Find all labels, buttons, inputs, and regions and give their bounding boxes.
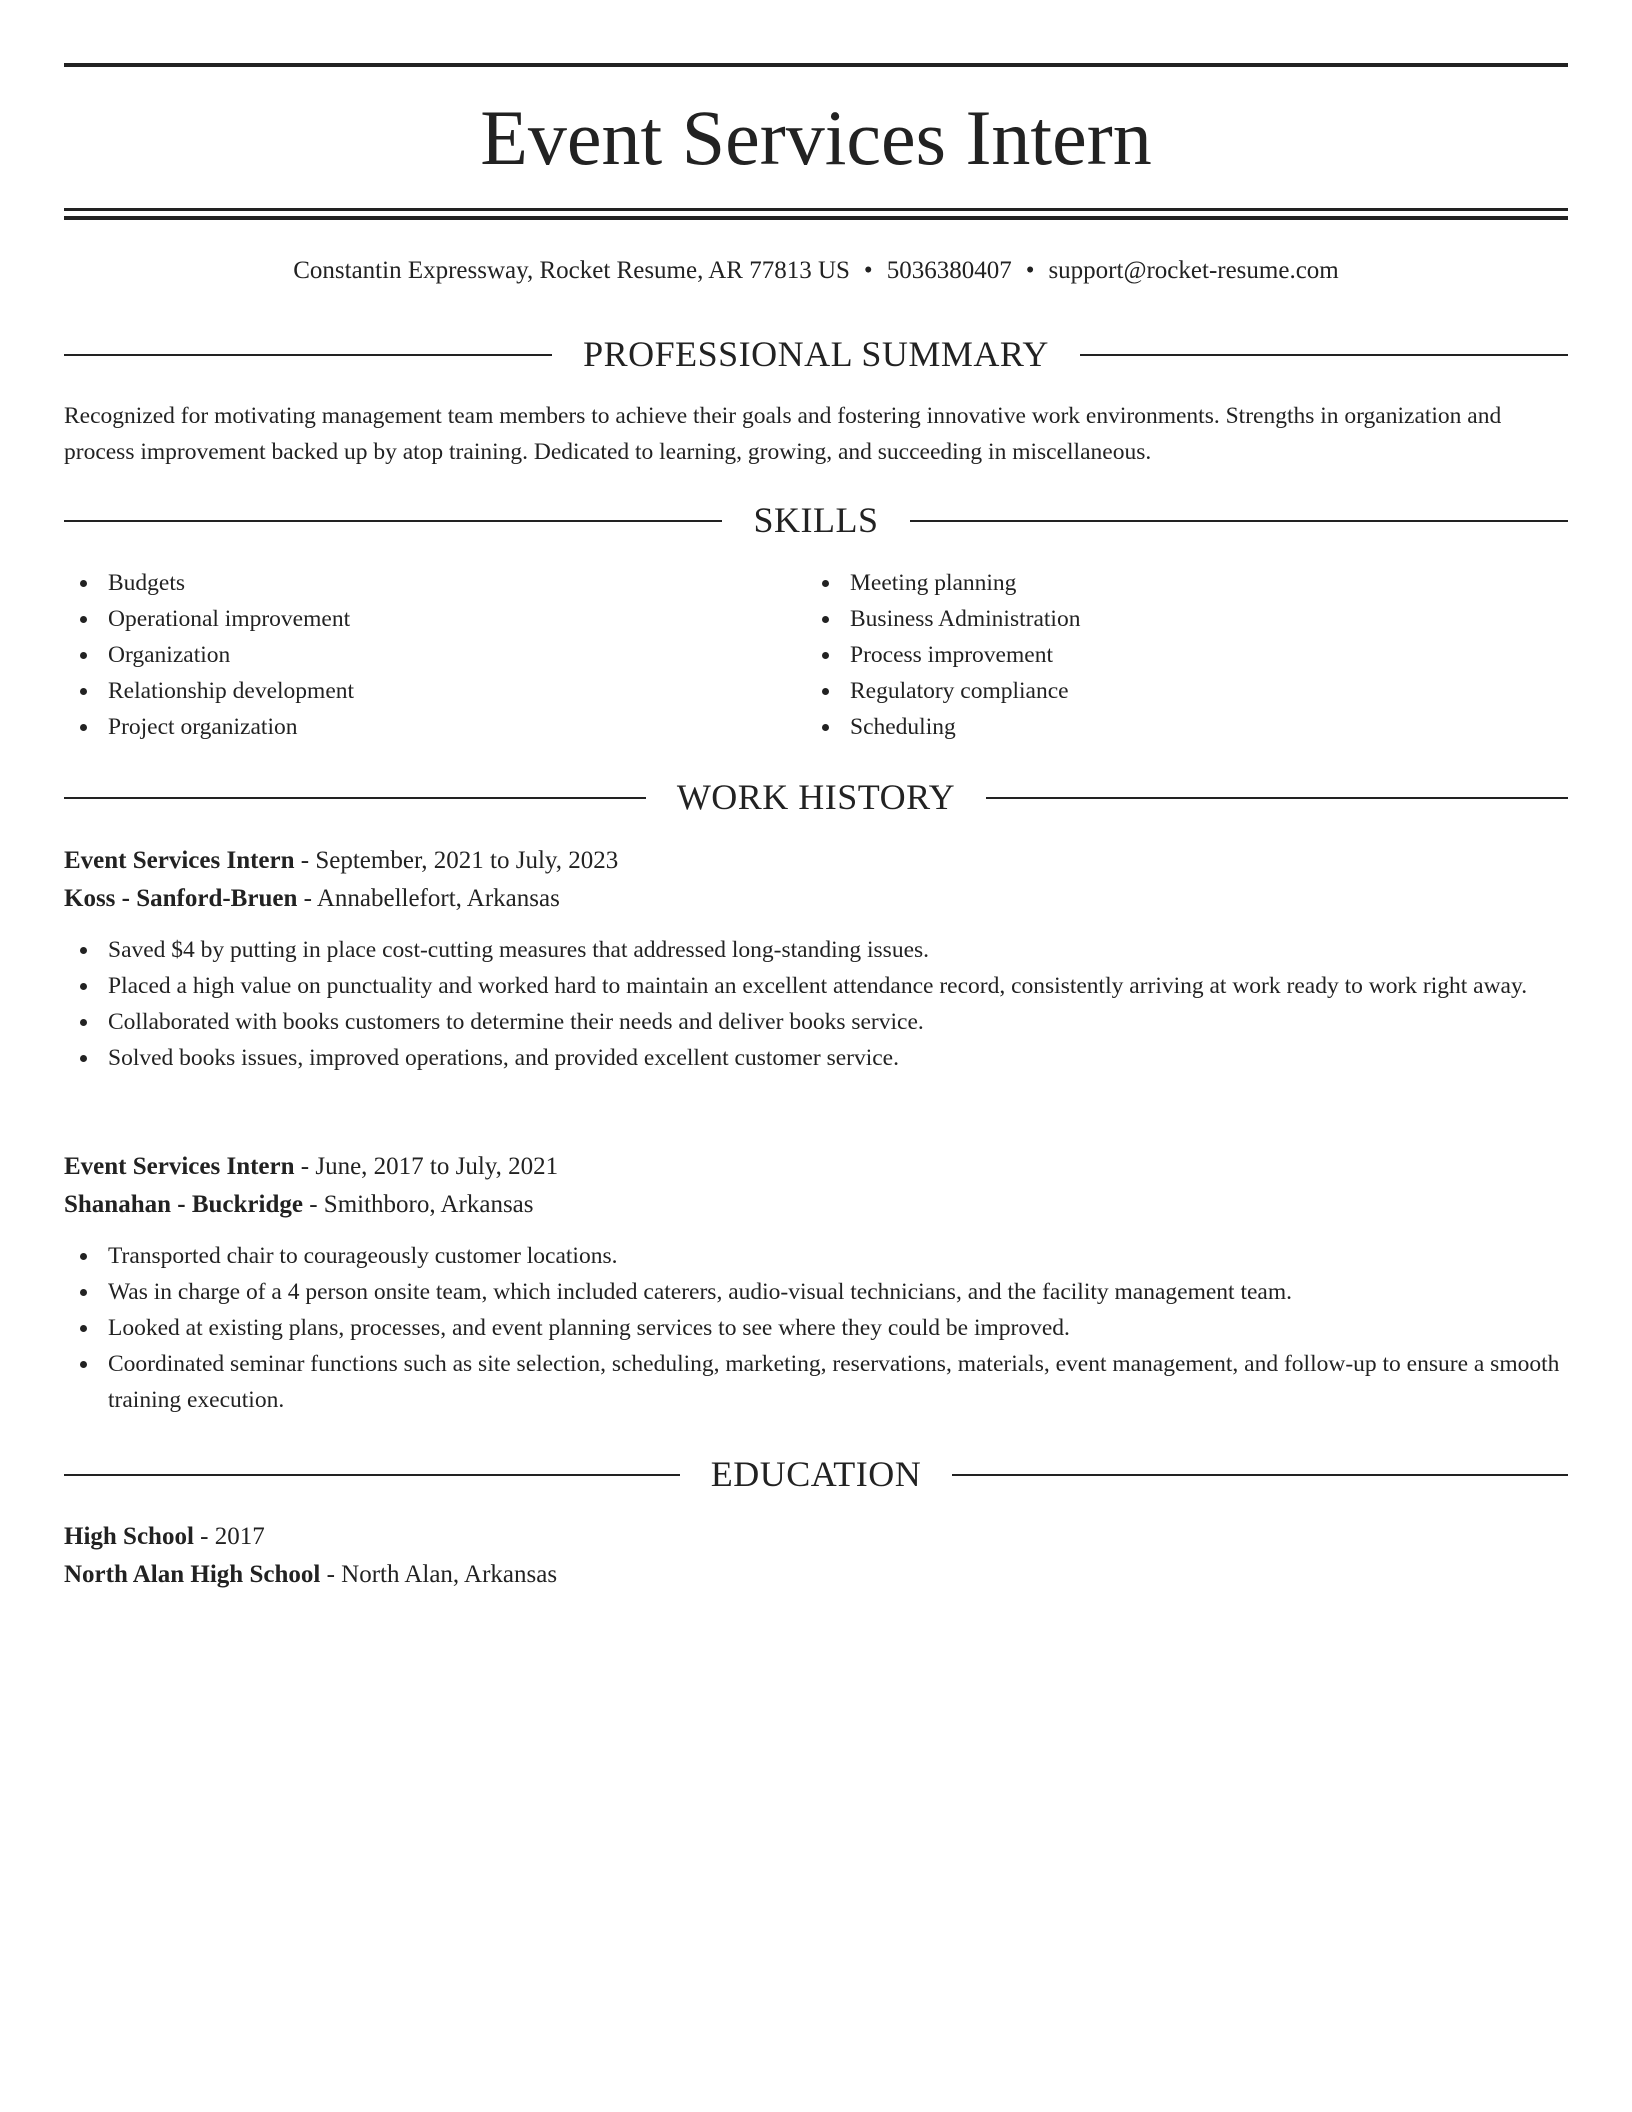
contact-address: Constantin Expressway, Rocket Resume, AR 77813 US [293, 257, 850, 284]
education-school: North Alan High School [64, 1561, 321, 1588]
skill-item: Organization [64, 637, 764, 673]
job-title-line [64, 1148, 1568, 1186]
job-title: Event Services Intern [64, 1153, 295, 1180]
resume-title: Event Services Intern [480, 94, 1152, 181]
contact-separator: • [863, 257, 873, 284]
skill-item: Process improvement [806, 637, 1506, 673]
job-bullet: Placed a high value on punctuality and worked hard to maintain an excellent attendance record, consistently arriving at work ready to work right away. [64, 968, 1568, 1004]
header-top-rule [64, 63, 1568, 67]
skill-item: Operational improvement [64, 601, 764, 637]
job-company-line [64, 880, 1568, 918]
section-title-education: EDUCATION [710, 1454, 922, 1494]
job-location: - Annabellefort, Arkansas [297, 885, 560, 912]
education-location: - North Alan, Arkansas [320, 1561, 558, 1588]
job-bullet: Collaborated with books customers to determine their needs and deliver books service. [64, 1004, 1568, 1040]
section-header-work [64, 775, 1568, 819]
section-title-work: WORK HISTORY [676, 777, 956, 817]
summary-text: Recognized for motivating management team members to achieve their goals and fostering innovative work environments. Strengths in organization and process improvement backed up by atop training. Dedicated to learning, growing, and succeeding in miscellaneous. [64, 403, 1502, 465]
job-company: Shanahan - Buckridge [64, 1191, 303, 1218]
job-location: - Smithboro, Arkansas [302, 1191, 534, 1218]
section-header-education [64, 1452, 1568, 1496]
education-year: - 2017 [193, 1523, 265, 1550]
contact-email: support@rocket-resume.com [1048, 257, 1339, 284]
work-entry [64, 842, 1568, 1076]
job-company: Koss - Sanford-Bruen [64, 885, 298, 912]
section-header-skills [64, 498, 1568, 542]
skill-item: Meeting planning [806, 565, 1506, 601]
section-title-skills: SKILLS [753, 500, 879, 540]
job-bullet: Was in charge of a 4 person onsite team, which included caterers, audio-visual technicians, and the facility management team. [64, 1274, 1568, 1310]
skill-item: Relationship development [64, 673, 764, 709]
job-title-line [64, 842, 1568, 880]
contact-phone: 5036380407 [886, 257, 1012, 284]
job-dates: - September, 2021 to July, 2023 [294, 847, 619, 874]
section-rule-right [1080, 354, 1568, 356]
section-rule-right [910, 520, 1568, 522]
education-school-line [64, 1556, 1568, 1594]
education-degree-line [64, 1518, 1568, 1556]
job-bullet: Looked at existing plans, processes, and event planning services to see where they could be improved. [64, 1310, 1568, 1346]
job-dates: - June, 2017 to July, 2021 [294, 1153, 559, 1180]
skill-item: Project organization [64, 709, 764, 745]
job-company-line [64, 1186, 1568, 1224]
section-header-summary [64, 332, 1568, 376]
skills-column-left [64, 565, 764, 745]
contact-separator: • [1025, 257, 1035, 284]
job-bullet: Transported chair to courageously customer locations. [64, 1238, 1568, 1274]
education-entry [64, 1518, 1568, 1594]
skill-item: Scheduling [806, 709, 1506, 745]
skill-item: Regulatory compliance [806, 673, 1506, 709]
skills-column-right [806, 565, 1506, 745]
section-rule-right [986, 797, 1568, 799]
skill-item: Budgets [64, 565, 764, 601]
job-title: Event Services Intern [64, 847, 295, 874]
education-degree: High School [64, 1523, 194, 1550]
job-bullet: Solved books issues, improved operations, and provided excellent customer service. [64, 1040, 1568, 1076]
job-bullet: Coordinated seminar functions such as site selection, scheduling, marketing, reservations, materials, event management, and follow-up to ensure a smooth training execution. [64, 1346, 1568, 1418]
job-bullet: Saved $4 by putting in place cost-cutting measures that addressed long-standing issues. [64, 932, 1568, 968]
header-bottom-rule-thick [64, 216, 1568, 220]
work-entry [64, 1148, 1568, 1418]
skill-item: Business Administration [806, 601, 1506, 637]
contact-line [64, 255, 1568, 287]
header-bottom-rule [64, 208, 1568, 211]
section-title-summary: PROFESSIONAL SUMMARY [583, 334, 1049, 374]
section-rule-right [952, 1474, 1568, 1476]
